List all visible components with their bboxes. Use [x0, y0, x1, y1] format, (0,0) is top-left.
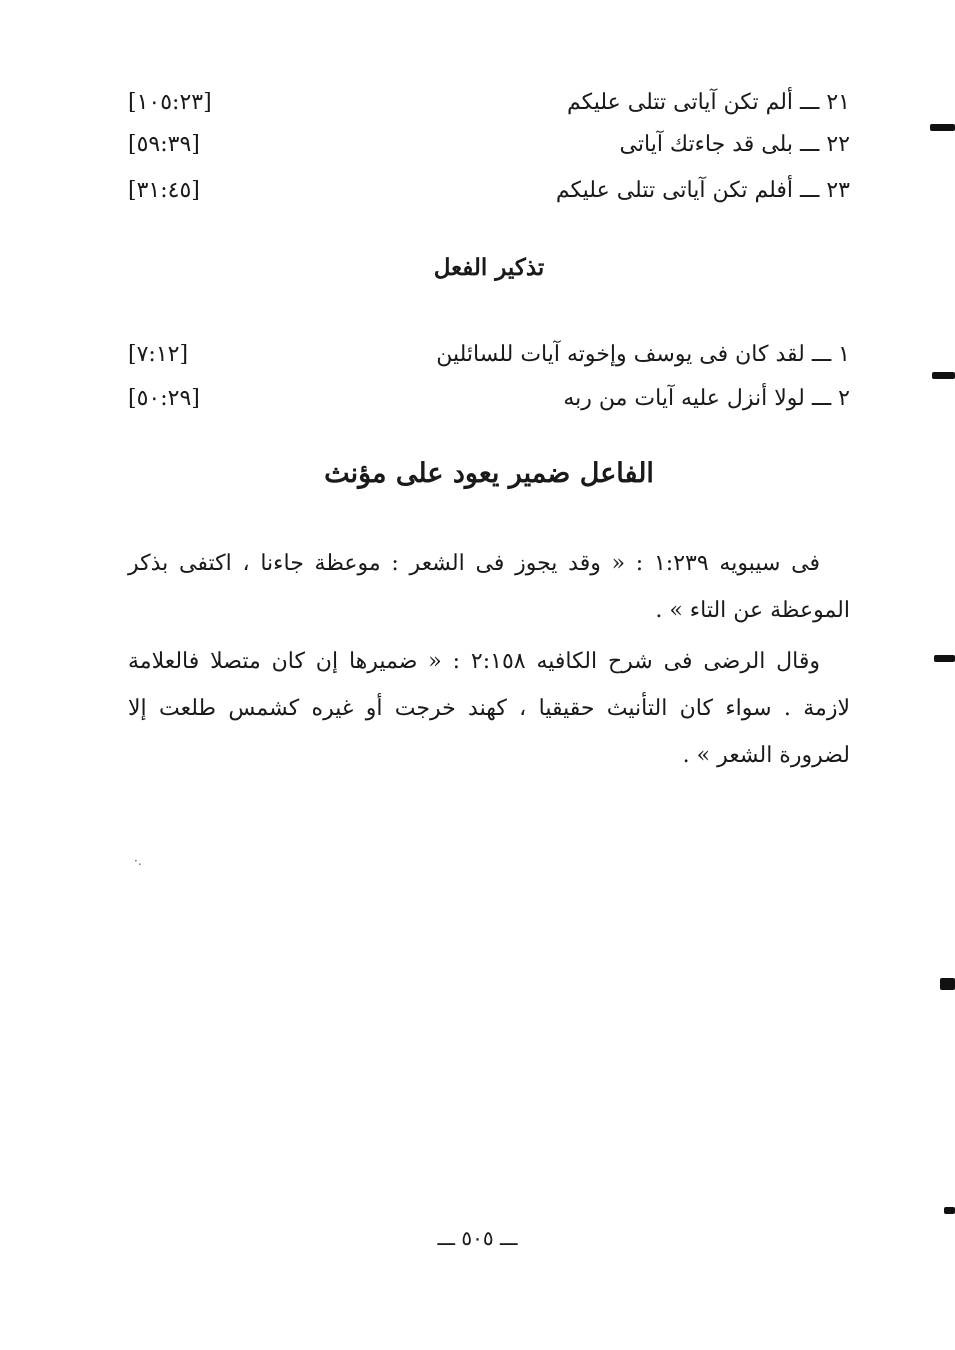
- verse-reference: [٣١:٤٥]: [128, 177, 200, 203]
- paragraph: فى سيبويه ١:٢٣٩ : « وقد يجوز فى الشعر : موعظة جاءنا ، اكتفى بذكر الموعظة عن التاء » .: [128, 551, 850, 623]
- list-item: [128, 334, 850, 374]
- verse-text: ٢ ـــ لولا أنزل عليه آيات من ربه: [563, 385, 850, 411]
- scan-edge-mark: [932, 372, 955, 379]
- verse-reference: [١٠٥:٢٣]: [128, 89, 212, 115]
- list-item: [128, 378, 850, 418]
- list-item: [128, 124, 850, 164]
- verse-text: ٢٢ ـــ بلى قد جاءتك آياتى: [619, 131, 850, 157]
- verse-text: ٢٣ ـــ أفلم تكن آياتى تتلى عليكم: [555, 177, 850, 203]
- verse-reference: [٥٩:٣٩]: [128, 131, 200, 157]
- scan-edge-mark: [940, 978, 955, 990]
- scan-speck: ·.: [134, 854, 142, 868]
- page-number: ـــ ٥٠٥ ـــ: [437, 1226, 518, 1250]
- section-heading: الفاعل ضمير يعود على مؤنث: [324, 458, 654, 489]
- verse-text: ٢١ ـــ ألم تكن آياتى تتلى عليكم: [566, 89, 850, 115]
- verse-reference: [٥٠:٢٩]: [128, 385, 200, 411]
- paragraph: وقال الرضى فى شرح الكافيه ٢:١٥٨ : « ضميرها إن كان متصلا فالعلامة لازمة . سواء كان التأنيث حقيقيا ، كهند خرجت أو غيره كشمس طلعت إلا لضرورة الشعر » .: [128, 649, 850, 768]
- section-heading: تذكير الفعل: [433, 254, 545, 281]
- verse-text: ١ ـــ لقد كان فى يوسف وإخوته آيات للسائلين: [436, 341, 850, 367]
- verse-reference: [٧:١٢]: [128, 341, 189, 367]
- scan-edge-mark: [944, 1207, 955, 1214]
- list-item: [128, 170, 850, 210]
- scan-edge-mark: [930, 124, 955, 131]
- list-item: [128, 82, 850, 122]
- scan-edge-mark: [934, 655, 955, 662]
